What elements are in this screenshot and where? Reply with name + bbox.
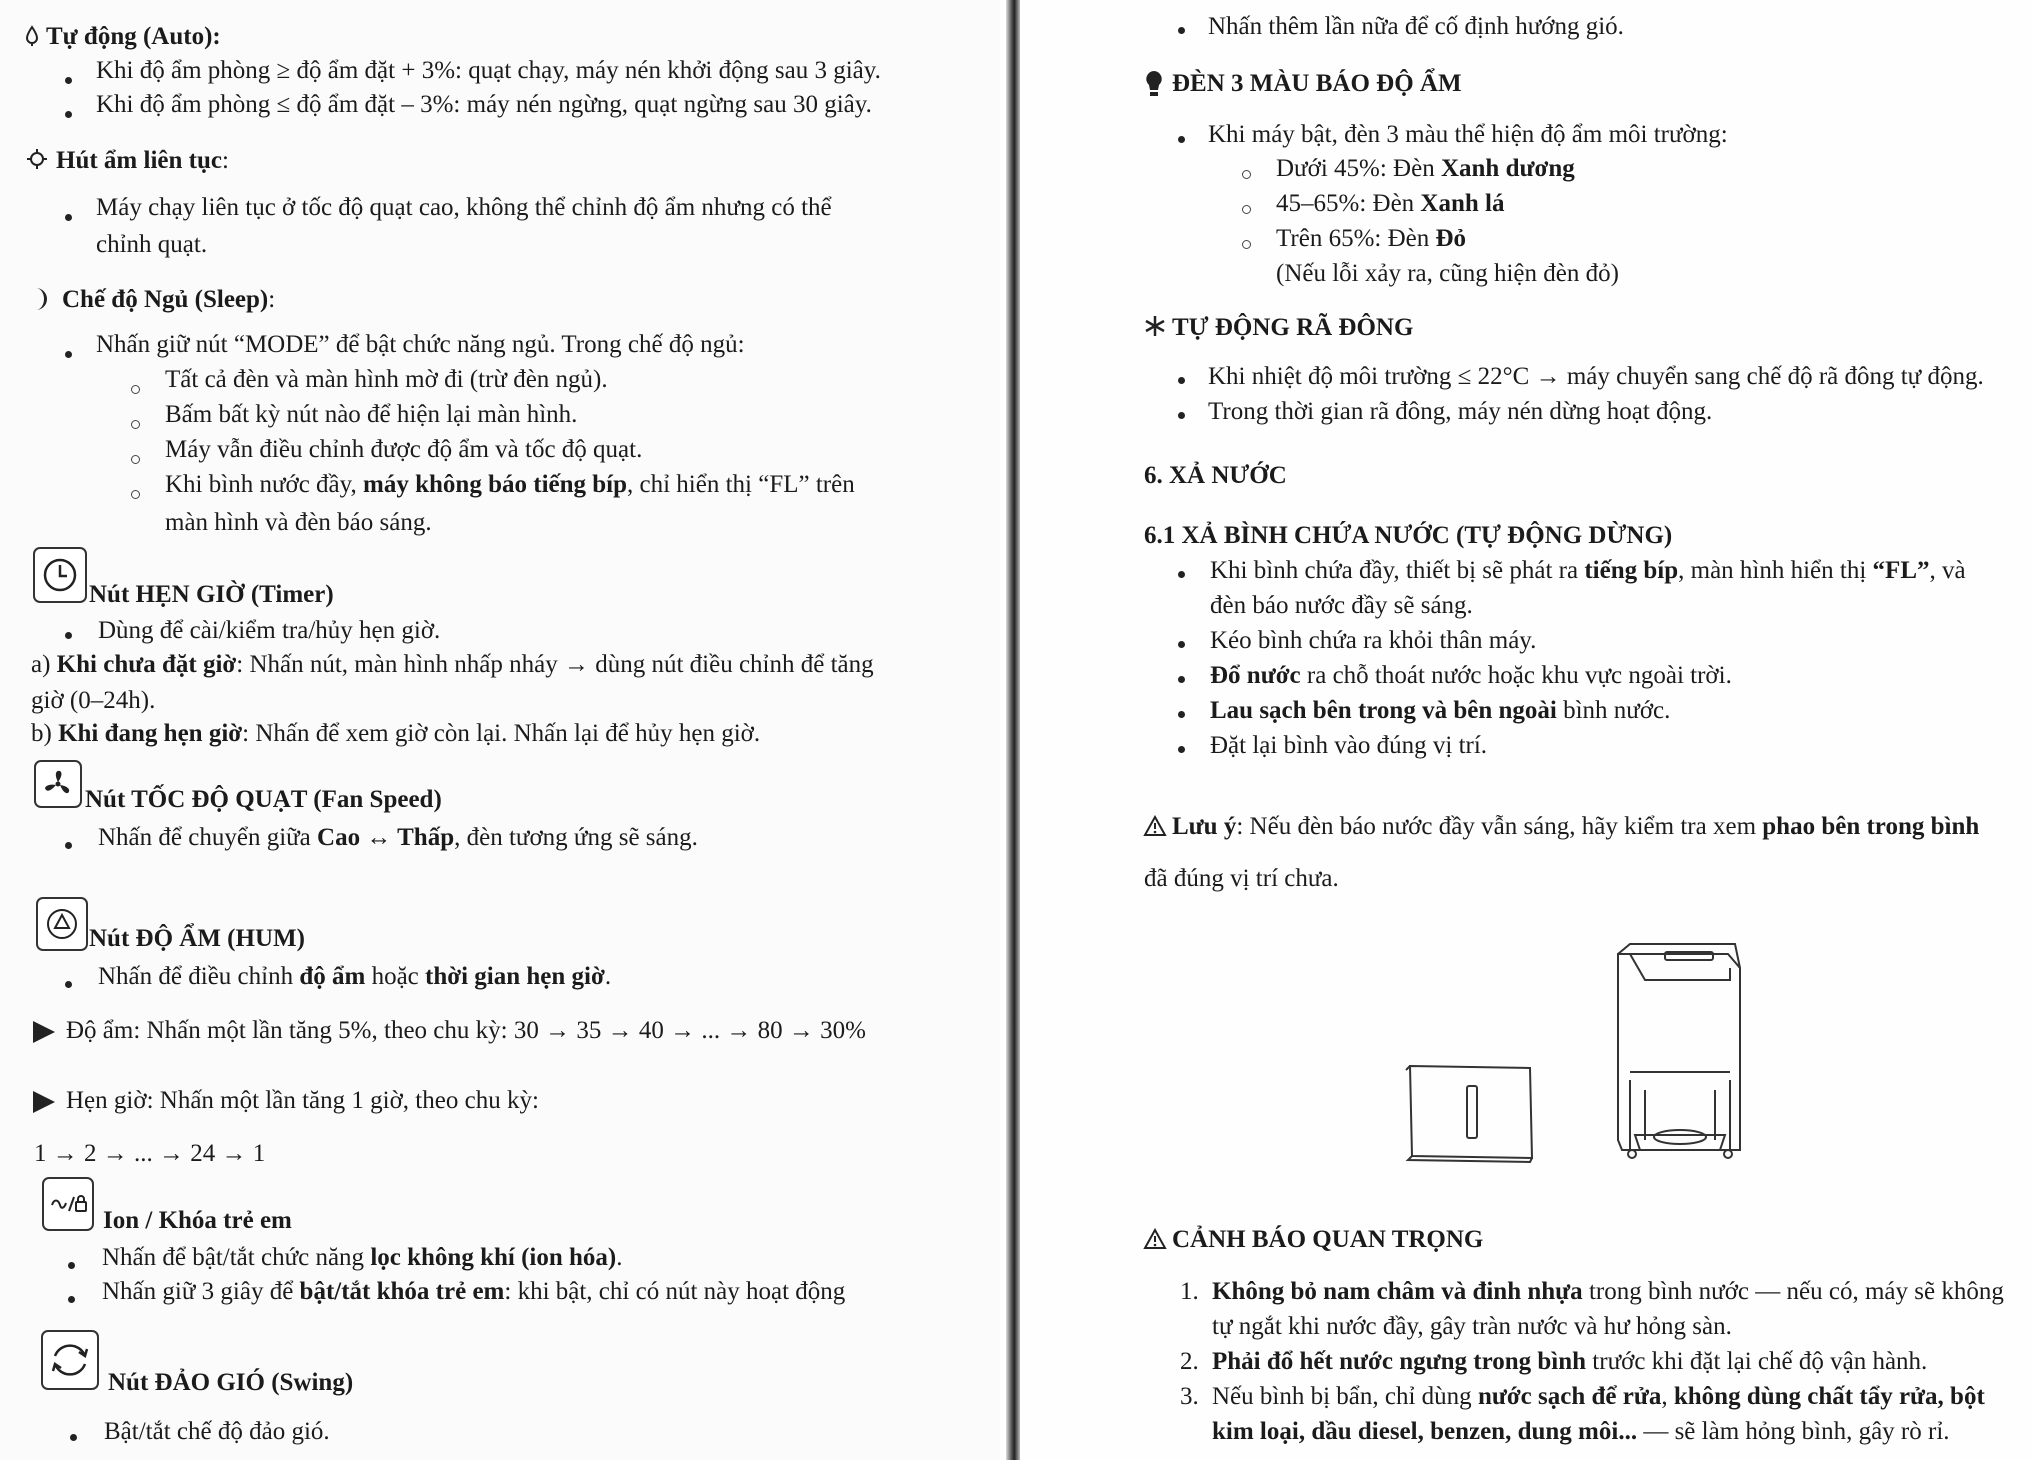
bullet	[70, 1434, 77, 1441]
warning-item-1: Không bỏ nam châm và đinh nhựa trong bình nước — nếu có, máy sẽ không	[1212, 1278, 2004, 1305]
drain-section-title: 6. XẢ NƯỚC	[1144, 462, 1287, 489]
auto-item-1: Khi độ ẩm phòng ≥ độ ẩm đặt + 3%: quạt chạy, máy nén khởi động sau 3 giây.	[96, 57, 881, 84]
bullet	[65, 351, 72, 358]
timer-b: b) Khi đang hẹn giờ: Nhấn để xem giờ còn lại. Nhấn lại để hủy hẹn giờ.	[31, 720, 761, 747]
drain-item-4: Lau sạch bên trong và bên ngoài bình nước.	[1210, 697, 1671, 724]
bullet	[65, 981, 72, 988]
hum-title: Nút ĐỘ ẨM (HUM)	[89, 925, 305, 952]
warning-item-2: Phải đổ hết nước ngưng trong bình trước khi đặt lại chế độ vận hành.	[1212, 1348, 1928, 1375]
sleep-sub-3: Máy vẫn điều chỉnh được độ ẩm và tốc độ quạt.	[165, 436, 643, 463]
hum-button-icon-box	[36, 897, 88, 951]
continuous-text-cont: chỉnh quạt.	[96, 231, 208, 258]
warning-title: CẢNH BÁO QUAN TRỌNG	[1172, 1226, 1484, 1253]
moon-icon	[30, 286, 52, 312]
humidity-icon	[38, 899, 86, 949]
auto-item-2: Khi độ ẩm phòng ≤ độ ẩm đặt – 3%: máy nén ngừng, quạt ngừng sau 30 giây.	[96, 91, 872, 118]
warning-num-1: 1.	[1180, 1278, 1199, 1305]
bullet	[65, 842, 72, 849]
sleep-sub-2: Bấm bất kỳ nút nào để hiện lại màn hình.	[165, 401, 578, 428]
fan-item: Nhấn để chuyển giữa Cao ↔ Thấp, đèn tương ứng sẽ sáng.	[98, 824, 698, 851]
bulb-icon	[1145, 70, 1163, 98]
clock-icon	[35, 549, 85, 601]
drain-item-1-cont: đèn báo nước đầy sẽ sáng.	[1210, 592, 1473, 619]
timer-item: Dùng để cài/kiểm tra/hủy hẹn giờ.	[98, 617, 441, 644]
bullet	[1178, 571, 1185, 578]
light-red: Trên 65%: Đèn Đỏ	[1276, 225, 1467, 252]
bullet	[1178, 711, 1185, 718]
warning-num-3: 3.	[1180, 1383, 1199, 1410]
dehumidifier-tank-illustration	[1380, 940, 1780, 1180]
timer-title: Nút HẸN GIỜ (Timer)	[89, 581, 334, 608]
left-page	[0, 0, 1000, 1460]
bullet	[1178, 27, 1185, 34]
right-page	[1020, 0, 2032, 1460]
warning-item-3-cont: kim loại, dầu diesel, benzen, dung môi... — sẽ làm hỏng bình, gây rò rỉ.	[1212, 1418, 1950, 1445]
drain-item-2: Kéo bình chứa ra khỏi thân máy.	[1210, 627, 1537, 654]
bullet	[65, 77, 72, 84]
light-green: 45–65%: Đèn Xanh lá	[1276, 190, 1505, 217]
timer-sequence: 1 → 2 → ... → 24 → 1	[34, 1140, 266, 1167]
timer-button-icon-box	[33, 547, 87, 603]
swing-item: Bật/tắt chế độ đảo gió.	[104, 1418, 330, 1445]
sub-bullet	[131, 420, 140, 429]
fan-button-icon-box	[34, 760, 82, 808]
gear-icon	[26, 148, 48, 170]
ion-item-2: Nhấn giữ 3 giây để bật/tắt khóa trẻ em: khi bật, chỉ có nút này hoạt động	[102, 1278, 846, 1305]
ion-item-1: Nhấn để bật/tắt chức năng lọc không khí (ion hóa).	[102, 1244, 623, 1271]
sleep-sub-4-cont: màn hình và đèn báo sáng.	[165, 509, 432, 536]
sleep-sub-4: Khi bình nước đầy, máy không báo tiếng bíp, chỉ hiển thị “FL” trên	[165, 471, 855, 498]
timer-a: a) Khi chưa đặt giờ: Nhấn nút, màn hình nhấp nháy → dùng nút điều chỉnh để tăng	[31, 651, 874, 678]
timer-a-cont: giờ (0–24h).	[31, 687, 156, 714]
bullet	[65, 632, 72, 639]
drain-item-3: Đổ nước ra chỗ thoát nước hoặc khu vực ngoài trời.	[1210, 662, 1732, 689]
sub-bullet	[1242, 205, 1251, 214]
sleep-title: Chế độ Ngủ (Sleep):	[62, 286, 276, 313]
hum-cycle: Độ ẩm: Nhấn một lần tăng 5%, theo chu kỳ: 30 → 35 → 40 → ... → 80 → 30%	[66, 1017, 866, 1044]
drain-item-5: Đặt lại bình vào đúng vị trí.	[1210, 732, 1488, 759]
continuous-text: Máy chạy liên tục ở tốc độ quạt cao, không thể chỉnh độ ẩm nhưng có thể	[96, 194, 832, 221]
arrow-bullet-icon	[33, 1021, 55, 1043]
sub-bullet	[1242, 170, 1251, 179]
note-text: Lưu ý: Nếu đèn báo nước đầy vẫn sáng, hãy kiểm tra xem phao bên trong bình	[1172, 813, 1980, 840]
bullet	[1178, 641, 1185, 648]
bullet	[1178, 676, 1185, 683]
sub-bullet	[131, 490, 140, 499]
sub-bullet	[131, 455, 140, 464]
sleep-sub-1: Tất cả đèn và màn hình mờ đi (trừ đèn ngủ).	[165, 366, 608, 393]
swing-button-icon-box	[41, 1330, 99, 1390]
lights-note: (Nếu lỗi xảy ra, cũng hiện đèn đỏ)	[1276, 260, 1619, 287]
bullet	[1178, 412, 1185, 419]
bullet	[65, 111, 72, 118]
sub-bullet	[1242, 240, 1251, 249]
warning-icon	[1143, 815, 1167, 837]
book-spine	[1006, 0, 1020, 1460]
lights-intro: Khi máy bật, đèn 3 màu thể hiện độ ẩm môi trường:	[1208, 121, 1728, 148]
drain-subsection-title: 6.1 XẢ BÌNH CHỨA NƯỚC (TỰ ĐỘNG DỪNG)	[1144, 522, 1673, 549]
continuous-title: Hút ẩm liên tục:	[56, 147, 229, 174]
sub-bullet	[131, 385, 140, 394]
warning-num-2: 2.	[1180, 1348, 1199, 1375]
drain-item-1: Khi bình chứa đầy, thiết bị sẽ phát ra tiếng bíp, màn hình hiển thị “FL”, và	[1210, 557, 1966, 584]
bullet	[68, 1262, 75, 1269]
bullet	[1178, 377, 1185, 384]
ion-button-icon-box	[42, 1177, 94, 1231]
fan-title: Nút TỐC ĐỘ QUẠT (Fan Speed)	[85, 786, 442, 813]
warning-item-1-cont: tự ngắt khi nước đầy, gây tràn nước và hư hỏng sàn.	[1212, 1313, 1732, 1340]
sleep-intro: Nhấn giữ nút “MODE” để bật chức năng ngủ. Trong chế độ ngủ:	[96, 331, 745, 358]
defrost-item-2: Trong thời gian rã đông, máy nén dừng hoạt động.	[1208, 398, 1713, 425]
defrost-item-1: Khi nhiệt độ môi trường ≤ 22°C → máy chuyển sang chế độ rã đông tự động.	[1208, 363, 1984, 390]
hum-item: Nhấn để điều chỉnh độ ẩm hoặc thời gian hẹn giờ.	[98, 963, 612, 990]
bullet	[1178, 136, 1185, 143]
warning-item-3: Nếu bình bị bẩn, chỉ dùng nước sạch để rửa, không dùng chất tẩy rửa, bột	[1212, 1383, 1985, 1410]
ion-title: Ion / Khóa trẻ em	[103, 1207, 292, 1234]
humidity-drop-icon	[24, 25, 40, 47]
swing-title: Nút ĐẢO GIÓ (Swing)	[108, 1369, 354, 1396]
swing-fix: Nhấn thêm lần nữa để cố định hướng gió.	[1208, 13, 1624, 40]
defrost-title: TỰ ĐỘNG RÃ ĐÔNG	[1172, 314, 1414, 341]
arrow-bullet-icon	[33, 1091, 55, 1113]
ion-lock-icon	[44, 1179, 92, 1229]
fan-icon	[36, 762, 80, 806]
swing-icon	[43, 1332, 97, 1388]
bullet	[68, 1296, 75, 1303]
bullet	[1178, 746, 1185, 753]
timer-cycle: Hẹn giờ: Nhấn một lần tăng 1 giờ, theo chu kỳ:	[66, 1087, 539, 1114]
lights-title: ĐÈN 3 MÀU BÁO ĐỘ ẨM	[1172, 70, 1462, 97]
snowflake-icon	[1144, 315, 1166, 337]
warning-icon	[1143, 1228, 1167, 1250]
bullet	[65, 214, 72, 221]
auto-title: Tự động (Auto):	[46, 23, 221, 50]
light-blue: Dưới 45%: Đèn Xanh dương	[1276, 155, 1575, 182]
note-text-cont: đã đúng vị trí chưa.	[1144, 865, 1339, 892]
